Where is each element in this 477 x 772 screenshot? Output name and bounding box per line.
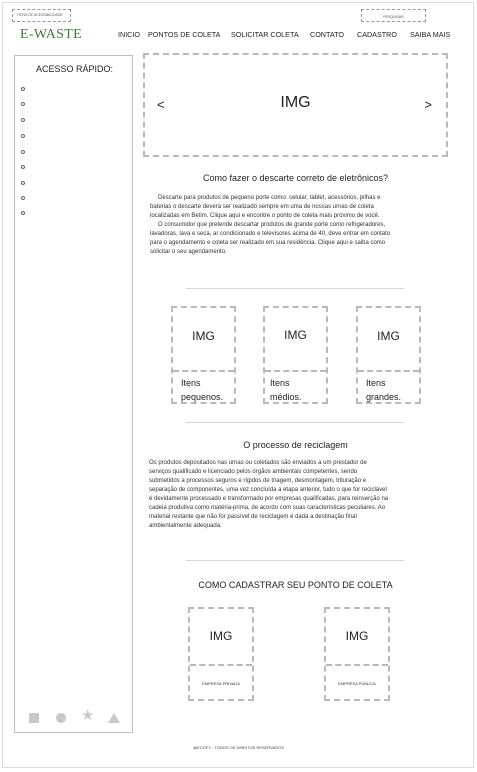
- footer-copyright: @ECOFY - TODOS OS DIREITOS RESERVADOS: [193, 745, 284, 750]
- carousel-image: IMG: [280, 94, 311, 111]
- sidebar-item[interactable]: [21, 181, 25, 185]
- sidebar-title: ACESSO RÁPIDO:: [35, 64, 114, 74]
- sidebar-social-icons: [29, 707, 125, 726]
- empresa-privada-option[interactable]: [188, 607, 254, 701]
- circle-icon[interactable]: [56, 713, 66, 723]
- sidebar-item[interactable]: [21, 165, 25, 169]
- sidebar-item[interactable]: [21, 118, 25, 122]
- nav-contato[interactable]: CONTATO: [310, 30, 344, 39]
- card-label: Itens pequenos.: [181, 378, 224, 402]
- sidebar-item[interactable]: [21, 134, 25, 138]
- divider: [186, 560, 404, 561]
- carousel-prev-button[interactable]: <: [157, 97, 165, 112]
- nav-pontos-de-coleta[interactable]: PONTOS DE COLETA: [148, 30, 221, 39]
- option-image: IMG: [209, 629, 233, 643]
- divider: [186, 288, 404, 289]
- option-label: EMPRESA PRIVADA: [202, 681, 240, 686]
- sidebar-item[interactable]: [21, 102, 25, 106]
- sidebar-item[interactable]: [21, 211, 25, 215]
- card-label: Itens médios.: [270, 378, 302, 402]
- square-icon[interactable]: [29, 713, 39, 723]
- divider: [186, 422, 404, 423]
- nav-solicitar-coleta[interactable]: SOLICITAR COLETA: [231, 30, 299, 39]
- sidebar-item[interactable]: [21, 87, 25, 91]
- card-itens-grandes[interactable]: [356, 306, 421, 404]
- card-image: IMG: [284, 328, 307, 342]
- descarte-text: Descarte para produtos de pequeno porte como: celular, tablet, acessórios, pilhas e baterias o descarte deverá ser realizado sempre em uma de nossas urnas de coleta localizadas em Betim. Clique aqui e encontre o ponto de coleta mais próximo de você. O consumidor que pretende descartar produtos de grande porte como refrigeradores, lavadoras, lava e seca, ar condicionado e televisores acima de 40, deve entrar em contato para o agendamento e coleta ser realizado em sua residência. Clique aqui e saiba como solicitar o seu agendamento.: [150, 195, 391, 255]
- empresa-publica-option[interactable]: [324, 607, 390, 701]
- cadastro-title: COMO CADASTRAR SEU PONTO DE COLETA: [198, 580, 393, 590]
- sidebar-item[interactable]: [21, 150, 25, 154]
- logo[interactable]: E-WASTE: [20, 27, 82, 42]
- card-itens-medios[interactable]: [263, 306, 328, 404]
- quick-access-sidebar: [14, 55, 133, 733]
- accessibility-button[interactable]: ITENS DE ACESSIBILIDADE: [12, 9, 71, 22]
- card-itens-pequenos[interactable]: [171, 306, 236, 404]
- hero-carousel: [143, 53, 448, 157]
- option-label: EMPRESA PÚBLICA: [338, 681, 376, 686]
- star-icon[interactable]: ★: [81, 707, 95, 724]
- card-image: IMG: [377, 329, 400, 343]
- card-label: Itens grandes.: [366, 378, 402, 402]
- descarte-title: Como fazer o descarte correto de eletrônicos?: [202, 173, 389, 183]
- card-image: IMG: [192, 329, 215, 343]
- carousel-next-button[interactable]: >: [424, 97, 432, 112]
- option-image: IMG: [345, 629, 369, 643]
- reciclagem-text: Os produtos depositados nas urnas ou coletados são enviados a um prestador de serviços qualificado e licenciado pelos órgãos ambientais competentes, sendo submetidos a processos seguros e rígidos de triagem, desmontagem, trituração e separação de componentes, uma vez concluída a etapa anterior, tudo o que for reciclável é devidamente processado e transformado por empresas qualificadas, para reinserção na cadeia produtiva como matéria-prima, de acordo com suas características peculiares. Ao material restante que não for passível de reciclagem é dada a destinação final ambientalmente adequada.: [149, 460, 389, 529]
- nav-inicio[interactable]: INICIO: [118, 30, 140, 39]
- triangle-icon[interactable]: [108, 713, 120, 723]
- nav-saiba-mais[interactable]: SAIBA MAIS: [410, 30, 451, 39]
- sidebar-item[interactable]: [21, 196, 25, 200]
- nav-cadastro[interactable]: CADASTRO: [357, 30, 397, 39]
- search-box[interactable]: PESQUISAR: [361, 9, 426, 22]
- reciclagem-title: O processo de reciclagem: [243, 440, 348, 450]
